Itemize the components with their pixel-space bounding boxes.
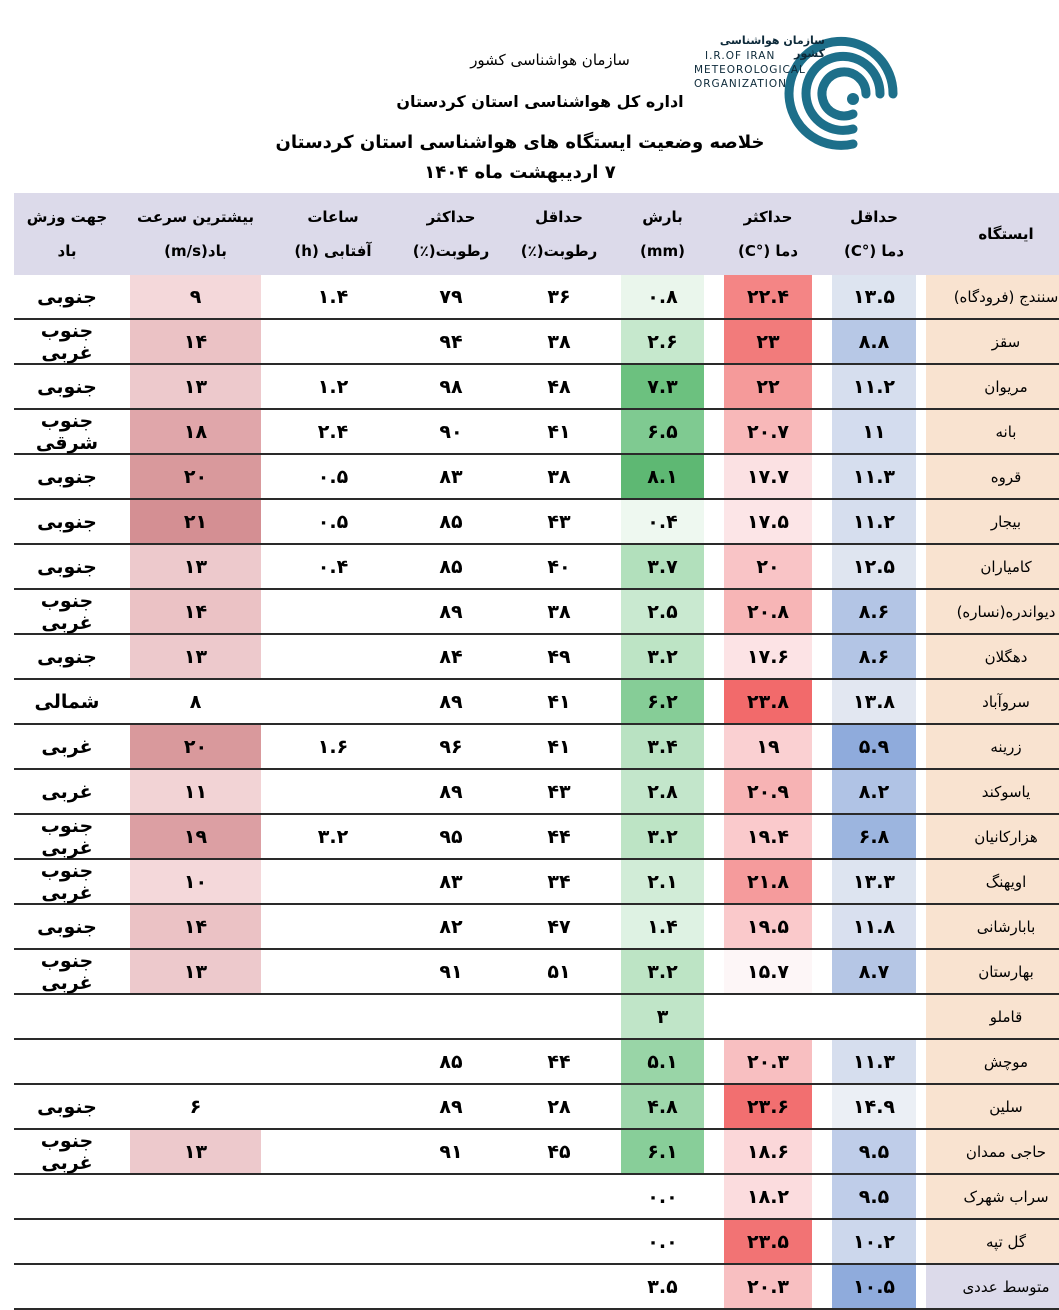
table-row xyxy=(14,859,1059,904)
wind-direction-cell: جنوب غربی xyxy=(14,859,120,904)
station-name-cell: بانه xyxy=(926,409,1059,454)
max-humidity-cell: ۸۳ xyxy=(395,859,507,904)
max-wind-speed-cell: ۶ xyxy=(120,1084,271,1129)
max-temp-cell: ۲۲ xyxy=(714,364,822,409)
sunshine-hours-cell xyxy=(271,634,395,679)
min-temp-cell: ۱۱.۲ xyxy=(822,499,926,544)
precipitation-cell: ۳ xyxy=(611,994,714,1039)
logo-english-line-1: I.R.OF IRAN xyxy=(705,50,776,62)
min-humidity-cell xyxy=(507,1264,611,1309)
min-temp-cell xyxy=(822,994,926,1039)
max-wind-speed-cell: ۱۴ xyxy=(120,589,271,634)
station-name-cell: سراب شهرک xyxy=(926,1174,1059,1219)
sunshine-hours-cell: ۰.۵ xyxy=(271,454,395,499)
sunshine-hours-cell: ۱.۴ xyxy=(271,275,395,319)
max-wind-speed-cell xyxy=(120,1039,271,1084)
min-temp-cell: ۱۳.۳ xyxy=(822,859,926,904)
station-name-cell: بهارستان xyxy=(926,949,1059,994)
max-temp-cell: ۲۳.۸ xyxy=(714,679,822,724)
max-temp-cell: ۱۹.۴ xyxy=(714,814,822,859)
station-name-cell: گل تپه xyxy=(926,1219,1059,1264)
col-header-sunshine-hours: ساعات آفتابی (h) xyxy=(271,193,395,275)
wind-direction-cell: شمالی xyxy=(14,679,120,724)
table-row xyxy=(14,589,1059,634)
min-humidity-cell: ۴۰ xyxy=(507,544,611,589)
table-row xyxy=(14,319,1059,364)
wind-direction-cell: جنوب غربی xyxy=(14,1129,120,1174)
min-humidity-cell: ۴۵ xyxy=(507,1129,611,1174)
precipitation-cell: ۳.۲ xyxy=(611,634,714,679)
precipitation-cell: ۶.۵ xyxy=(611,409,714,454)
max-humidity-cell xyxy=(395,1174,507,1219)
station-name-cell: قروه xyxy=(926,454,1059,499)
max-temp-cell: ۲۳ xyxy=(714,319,822,364)
min-temp-cell: ۱۱.۳ xyxy=(822,454,926,499)
wind-direction-cell: جنوبی xyxy=(14,275,120,319)
precipitation-cell: ۲.۵ xyxy=(611,589,714,634)
weather-stations-table xyxy=(14,193,1059,1310)
station-name-cell: یاسوکند xyxy=(926,769,1059,814)
max-temp-cell: ۱۸.۶ xyxy=(714,1129,822,1174)
max-humidity-cell: ۸۹ xyxy=(395,589,507,634)
min-temp-cell: ۱۰.۵ xyxy=(822,1264,926,1309)
precipitation-cell: ۸.۱ xyxy=(611,454,714,499)
precipitation-cell: ۰.۴ xyxy=(611,499,714,544)
min-humidity-cell xyxy=(507,994,611,1039)
min-temp-cell: ۵.۹ xyxy=(822,724,926,769)
sunshine-hours-cell: ۲.۴ xyxy=(271,409,395,454)
min-humidity-cell: ۲۸ xyxy=(507,1084,611,1129)
sunshine-hours-cell xyxy=(271,1264,395,1309)
precipitation-cell: ۶.۱ xyxy=(611,1129,714,1174)
max-humidity-cell: ۸۹ xyxy=(395,769,507,814)
max-temp-cell: ۲۰.۳ xyxy=(714,1264,822,1309)
min-temp-cell: ۱۳.۵ xyxy=(822,275,926,319)
station-name-cell: اویهنگ xyxy=(926,859,1059,904)
logo-english-line-3: ORGANIZATION xyxy=(694,78,788,90)
max-humidity-cell: ۸۹ xyxy=(395,679,507,724)
wind-direction-cell: غربی xyxy=(14,769,120,814)
max-temp-cell: ۲۰ xyxy=(714,544,822,589)
station-name-cell: متوسط عددی xyxy=(926,1264,1059,1309)
precipitation-cell: ۲.۸ xyxy=(611,769,714,814)
table-row xyxy=(14,724,1059,769)
col-header-station: ایستگاه xyxy=(926,193,1059,275)
max-humidity-cell: ۹۱ xyxy=(395,1129,507,1174)
max-wind-speed-cell xyxy=(120,1219,271,1264)
min-temp-cell: ۸.۸ xyxy=(822,319,926,364)
precipitation-cell: ۴.۸ xyxy=(611,1084,714,1129)
table-row xyxy=(14,814,1059,859)
min-temp-cell: ۱۱.۸ xyxy=(822,904,926,949)
precipitation-cell: ۶.۲ xyxy=(611,679,714,724)
max-humidity-cell: ۹۶ xyxy=(395,724,507,769)
station-name-cell: بیجار xyxy=(926,499,1059,544)
wind-direction-cell: جنوبی xyxy=(14,1084,120,1129)
sunshine-hours-cell xyxy=(271,769,395,814)
max-temp-cell: ۲۰.۸ xyxy=(714,589,822,634)
max-temp-cell: ۱۷.۵ xyxy=(714,499,822,544)
precipitation-cell: ۵.۱ xyxy=(611,1039,714,1084)
min-temp-cell: ۸.۶ xyxy=(822,589,926,634)
sunshine-hours-cell xyxy=(271,1039,395,1084)
logo-english-line-2: METEOROLOGICAL xyxy=(694,64,806,76)
table-row xyxy=(14,1084,1059,1129)
wind-direction-cell: جنوبی xyxy=(14,544,120,589)
wind-direction-cell: جنوب غربی xyxy=(14,949,120,994)
table-row xyxy=(14,364,1059,409)
max-wind-speed-cell: ۸ xyxy=(120,679,271,724)
station-name-cell: حاجی ممدان xyxy=(926,1129,1059,1174)
max-wind-speed-cell: ۱۴ xyxy=(120,319,271,364)
sunshine-hours-cell xyxy=(271,589,395,634)
max-wind-speed-cell: ۱۳ xyxy=(120,1129,271,1174)
col-header-max-humidity: حداکثر رطوبت(٪) xyxy=(395,193,507,275)
sunshine-hours-cell xyxy=(271,1129,395,1174)
sunshine-hours-cell xyxy=(271,994,395,1039)
report-title: خلاصه وضعیت ایستگاه های هواشناسی استان کردستان xyxy=(275,132,765,153)
wind-direction-cell: جنوبی xyxy=(14,904,120,949)
max-wind-speed-cell: ۱۳ xyxy=(120,364,271,409)
station-name-cell: سنندج (فرودگاه) xyxy=(926,275,1059,319)
table-row xyxy=(14,454,1059,499)
min-temp-cell: ۸.۲ xyxy=(822,769,926,814)
wind-direction-cell: جنوبی xyxy=(14,634,120,679)
station-name-cell: قاملو xyxy=(926,994,1059,1039)
precipitation-cell: ۳.۵ xyxy=(611,1264,714,1309)
department-name: اداره کل هواشناسی استان کردستان xyxy=(396,92,684,111)
station-name-cell: سقز xyxy=(926,319,1059,364)
col-header-precipitation: بارش (mm) xyxy=(611,193,714,275)
station-name-cell: سروآباد xyxy=(926,679,1059,724)
min-temp-cell: ۱۳.۸ xyxy=(822,679,926,724)
min-humidity-cell: ۴۱ xyxy=(507,409,611,454)
precipitation-cell: ۳.۲ xyxy=(611,814,714,859)
max-humidity-cell: ۹۱ xyxy=(395,949,507,994)
station-name-cell: مریوان xyxy=(926,364,1059,409)
precipitation-cell: ۲.۶ xyxy=(611,319,714,364)
table-row xyxy=(14,1039,1059,1084)
table-row xyxy=(14,499,1059,544)
min-humidity-cell: ۳۸ xyxy=(507,319,611,364)
max-humidity-cell: ۹۰ xyxy=(395,409,507,454)
station-name-cell: موچش xyxy=(926,1039,1059,1084)
max-temp-cell: ۱۷.۶ xyxy=(714,634,822,679)
sunshine-hours-cell xyxy=(271,859,395,904)
min-temp-cell: ۸.۶ xyxy=(822,634,926,679)
max-wind-speed-cell: ۹ xyxy=(120,275,271,319)
max-humidity-cell: ۸۲ xyxy=(395,904,507,949)
station-name-cell: زرینه xyxy=(926,724,1059,769)
min-temp-cell: ۱۱.۳ xyxy=(822,1039,926,1084)
max-temp-cell: ۱۸.۲ xyxy=(714,1174,822,1219)
logo-persian-text: سازمان هواشناسی کشور xyxy=(719,34,825,60)
max-wind-speed-cell: ۱۳ xyxy=(120,634,271,679)
max-humidity-cell: ۸۵ xyxy=(395,1039,507,1084)
wind-direction-cell xyxy=(14,1174,120,1219)
precipitation-cell: ۰.۸ xyxy=(611,275,714,319)
station-name-cell: کامیاران xyxy=(926,544,1059,589)
wind-direction-cell: غربی xyxy=(14,724,120,769)
wind-direction-cell: جنوبی xyxy=(14,454,120,499)
table-row xyxy=(14,275,1059,319)
max-wind-speed-cell xyxy=(120,1174,271,1219)
max-temp-cell: ۱۷.۷ xyxy=(714,454,822,499)
max-humidity-cell: ۸۳ xyxy=(395,454,507,499)
min-temp-cell: ۱۲.۵ xyxy=(822,544,926,589)
table-row xyxy=(14,1219,1059,1264)
min-humidity-cell: ۴۳ xyxy=(507,769,611,814)
col-header-max-temp: حداکثر دما (°C) xyxy=(714,193,822,275)
min-temp-cell: ۹.۵ xyxy=(822,1129,926,1174)
max-wind-speed-cell xyxy=(120,994,271,1039)
min-humidity-cell: ۴۸ xyxy=(507,364,611,409)
report-header xyxy=(0,0,1059,192)
min-temp-cell: ۱۴.۹ xyxy=(822,1084,926,1129)
max-humidity-cell: ۷۹ xyxy=(395,275,507,319)
precipitation-cell: ۳.۲ xyxy=(611,949,714,994)
max-humidity-cell: ۹۵ xyxy=(395,814,507,859)
precipitation-cell: ۲.۱ xyxy=(611,859,714,904)
max-temp-cell: ۲۳.۵ xyxy=(714,1219,822,1264)
sunshine-hours-cell: ۱.۲ xyxy=(271,364,395,409)
min-humidity-cell: ۴۷ xyxy=(507,904,611,949)
min-humidity-cell: ۴۳ xyxy=(507,499,611,544)
max-temp-cell: ۱۵.۷ xyxy=(714,949,822,994)
max-wind-speed-cell: ۲۰ xyxy=(120,724,271,769)
station-name-cell: دهگلان xyxy=(926,634,1059,679)
min-temp-cell: ۱۱.۲ xyxy=(822,364,926,409)
max-humidity-cell xyxy=(395,1219,507,1264)
station-name-cell: هزارکانیان xyxy=(926,814,1059,859)
max-temp-cell: ۲۰.۳ xyxy=(714,1039,822,1084)
table-row xyxy=(14,1129,1059,1174)
sunshine-hours-cell xyxy=(271,1084,395,1129)
max-humidity-cell: ۸۵ xyxy=(395,499,507,544)
precipitation-cell: ۷.۳ xyxy=(611,364,714,409)
table-row xyxy=(14,1174,1059,1219)
wind-direction-cell xyxy=(14,1264,120,1309)
max-humidity-cell: ۸۴ xyxy=(395,634,507,679)
sunshine-hours-cell xyxy=(271,1219,395,1264)
min-humidity-cell: ۴۴ xyxy=(507,814,611,859)
station-name-cell: دیواندره(نساره) xyxy=(926,589,1059,634)
table-row xyxy=(14,679,1059,724)
max-humidity-cell: ۸۵ xyxy=(395,544,507,589)
max-wind-speed-cell: ۱۴ xyxy=(120,904,271,949)
max-temp-cell: ۲۰.۷ xyxy=(714,409,822,454)
wind-direction-cell: جنوب غربی xyxy=(14,589,120,634)
station-name-cell: سلین xyxy=(926,1084,1059,1129)
sunshine-hours-cell xyxy=(271,904,395,949)
min-temp-cell: ۹.۵ xyxy=(822,1174,926,1219)
min-humidity-cell: ۳۴ xyxy=(507,859,611,904)
table-row xyxy=(14,949,1059,994)
precipitation-cell: ۳.۷ xyxy=(611,544,714,589)
max-temp-cell: ۲۳.۶ xyxy=(714,1084,822,1129)
max-wind-speed-cell xyxy=(120,1264,271,1309)
wind-direction-cell xyxy=(14,1219,120,1264)
min-temp-cell: ۶.۸ xyxy=(822,814,926,859)
col-header-wind-direction: جهت وزش باد xyxy=(14,193,120,275)
sunshine-hours-cell xyxy=(271,949,395,994)
sunshine-hours-cell xyxy=(271,1174,395,1219)
max-wind-speed-cell: ۱۱ xyxy=(120,769,271,814)
max-wind-speed-cell: ۲۱ xyxy=(120,499,271,544)
min-humidity-cell xyxy=(507,1219,611,1264)
min-humidity-cell: ۴۱ xyxy=(507,724,611,769)
wind-direction-cell: جنوب غربی xyxy=(14,814,120,859)
table-row xyxy=(14,994,1059,1039)
col-header-max-wind-speed: بیشترین سرعت باد(m/s) xyxy=(120,193,271,275)
min-temp-cell: ۱۰.۲ xyxy=(822,1219,926,1264)
max-temp-cell: ۱۹ xyxy=(714,724,822,769)
max-temp-cell: ۲۱.۸ xyxy=(714,859,822,904)
max-wind-speed-cell: ۲۰ xyxy=(120,454,271,499)
table-row xyxy=(14,904,1059,949)
precipitation-cell: ۰.۰ xyxy=(611,1174,714,1219)
min-temp-cell: ۸.۷ xyxy=(822,949,926,994)
precipitation-cell: ۰.۰ xyxy=(611,1219,714,1264)
max-humidity-cell: ۸۹ xyxy=(395,1084,507,1129)
report-date: ۷ اردیبهشت ماه ۱۴۰۴ xyxy=(424,162,616,183)
max-wind-speed-cell: ۱۸ xyxy=(120,409,271,454)
max-humidity-cell xyxy=(395,1264,507,1309)
sunshine-hours-cell xyxy=(271,679,395,724)
sunshine-hours-cell: ۳.۲ xyxy=(271,814,395,859)
min-humidity-cell: ۵۱ xyxy=(507,949,611,994)
station-name-cell: بابارشانی xyxy=(926,904,1059,949)
min-temp-cell: ۱۱ xyxy=(822,409,926,454)
wind-direction-cell: جنوب غربی xyxy=(14,319,120,364)
max-humidity-cell xyxy=(395,994,507,1039)
precipitation-cell: ۱.۴ xyxy=(611,904,714,949)
table-header-row xyxy=(14,193,1059,275)
wind-direction-cell: جنوبی xyxy=(14,364,120,409)
min-humidity-cell: ۳۸ xyxy=(507,454,611,499)
wind-direction-cell xyxy=(14,1039,120,1084)
min-humidity-cell: ۴۹ xyxy=(507,634,611,679)
max-temp-cell: ۱۹.۵ xyxy=(714,904,822,949)
average-row xyxy=(14,1264,1059,1309)
max-wind-speed-cell: ۱۳ xyxy=(120,544,271,589)
sunshine-hours-cell: ۱.۶ xyxy=(271,724,395,769)
organization-name: سازمان هواشناسی کشور xyxy=(470,51,630,69)
table-row xyxy=(14,544,1059,589)
max-wind-speed-cell: ۱۰ xyxy=(120,859,271,904)
min-humidity-cell: ۴۴ xyxy=(507,1039,611,1084)
max-temp-cell xyxy=(714,994,822,1039)
min-humidity-cell: ۳۸ xyxy=(507,589,611,634)
max-humidity-cell: ۹۸ xyxy=(395,364,507,409)
sunshine-hours-cell xyxy=(271,319,395,364)
min-humidity-cell: ۳۶ xyxy=(507,275,611,319)
col-header-min-temp: حداقل دما (°C) xyxy=(822,193,926,275)
precipitation-cell: ۳.۴ xyxy=(611,724,714,769)
max-wind-speed-cell: ۱۳ xyxy=(120,949,271,994)
sunshine-hours-cell: ۰.۵ xyxy=(271,499,395,544)
min-humidity-cell: ۴۱ xyxy=(507,679,611,724)
max-temp-cell: ۲۰.۹ xyxy=(714,769,822,814)
wind-direction-cell: جنوبی xyxy=(14,499,120,544)
sunshine-hours-cell: ۰.۴ xyxy=(271,544,395,589)
wind-direction-cell xyxy=(14,994,120,1039)
col-header-min-humidity: حداقل رطوبت(٪) xyxy=(507,193,611,275)
max-humidity-cell: ۹۴ xyxy=(395,319,507,364)
table-row xyxy=(14,634,1059,679)
min-humidity-cell xyxy=(507,1174,611,1219)
table-row xyxy=(14,769,1059,814)
max-wind-speed-cell: ۱۹ xyxy=(120,814,271,859)
wind-direction-cell: جنوب شرقی xyxy=(14,409,120,454)
table-row xyxy=(14,409,1059,454)
max-temp-cell: ۲۲.۴ xyxy=(714,275,822,319)
